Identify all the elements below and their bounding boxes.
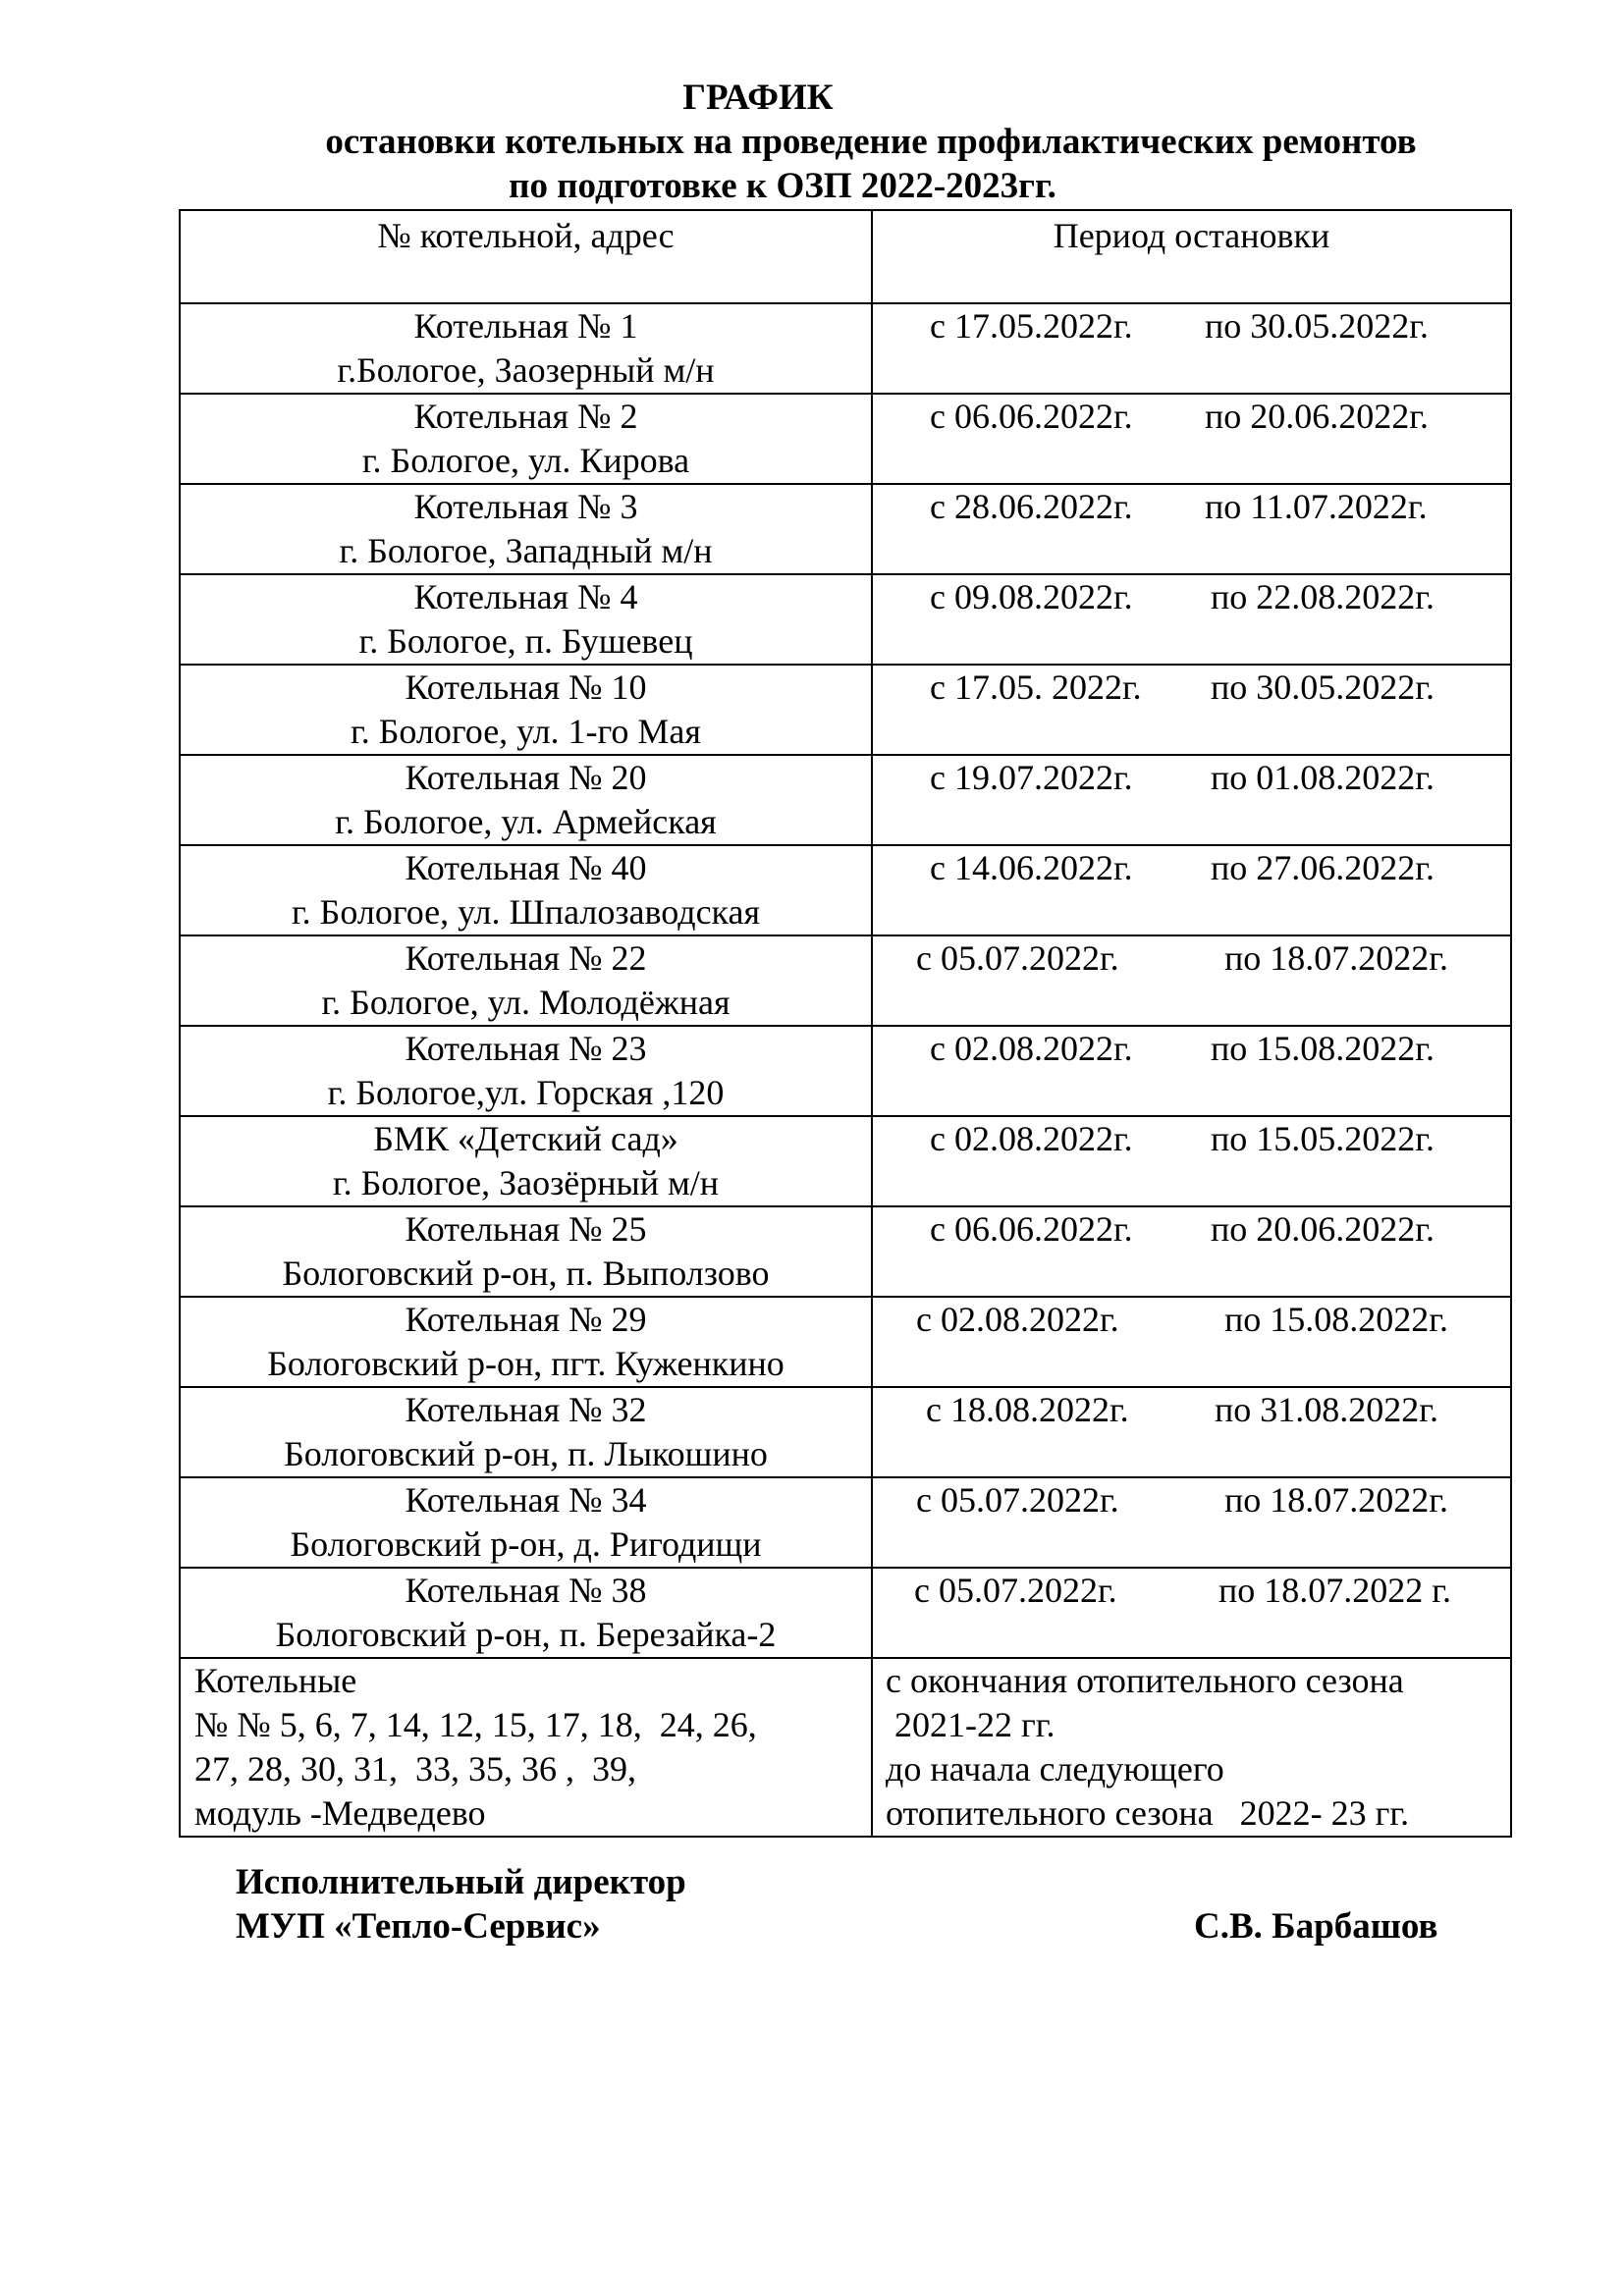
table-row xyxy=(180,935,1511,1026)
period-start: с 05.07.2022г. xyxy=(916,1480,1119,1520)
other-boilers-line: Котельные xyxy=(194,1661,357,1700)
boiler-cell xyxy=(180,1297,872,1387)
other-boilers-period-line: до начала следующего xyxy=(886,1749,1224,1789)
boiler-address: г. Бологое, Западный м/н xyxy=(339,531,713,570)
period-end: по 22.08.2022г. xyxy=(1211,577,1435,616)
boiler-cell xyxy=(180,1387,872,1477)
boiler-name: Котельная № 34 xyxy=(405,1480,647,1520)
period-start: с 06.06.2022г. xyxy=(930,397,1133,436)
other-boilers-period-line: отопительного сезона 2022- 23 гг. xyxy=(886,1793,1410,1833)
period-cell xyxy=(872,1026,1511,1116)
boiler-name: Котельная № 1 xyxy=(413,306,638,346)
table-row xyxy=(180,394,1511,484)
boiler-cell xyxy=(180,1477,872,1568)
boiler-address: г. Бологое, ул. Кирова xyxy=(361,441,690,480)
boiler-name: Котельная № 25 xyxy=(405,1209,647,1249)
period-cell xyxy=(872,935,1511,1026)
table-row xyxy=(180,303,1511,394)
table-row xyxy=(180,1116,1511,1206)
boiler-address: Бологовский р-он, п. Выползово xyxy=(282,1254,770,1293)
period-cell xyxy=(872,303,1511,394)
boiler-cell xyxy=(180,1206,872,1297)
boiler-name: Котельная № 40 xyxy=(405,848,647,887)
boiler-address: г. Бологое, ул. Молодёжная xyxy=(321,983,731,1022)
boiler-address: Бологовский р-он, д. Ригодищи xyxy=(290,1524,762,1564)
period-start: с 09.08.2022г. xyxy=(930,577,1133,616)
boiler-cell xyxy=(180,845,872,935)
boiler-name: БМК «Детский сад» xyxy=(373,1119,678,1158)
boiler-cell xyxy=(180,574,872,665)
boiler-cell xyxy=(180,1026,872,1116)
period-end: по 31.08.2022г. xyxy=(1215,1390,1438,1429)
period-end: по 18.07.2022г. xyxy=(1224,1480,1448,1520)
period-start: с 18.08.2022г. xyxy=(926,1390,1129,1429)
period-start: с 19.07.2022г. xyxy=(930,758,1133,797)
period-start: с 05.07.2022г. xyxy=(914,1571,1117,1610)
table-row xyxy=(180,1206,1511,1297)
boiler-cell xyxy=(180,1568,872,1658)
other-boilers-cell xyxy=(180,1658,872,1837)
period-end: по 15.08.2022г. xyxy=(1211,1029,1435,1068)
period-cell xyxy=(872,755,1511,845)
period-cell xyxy=(872,1206,1511,1297)
signature-name: С.В. Барбашов xyxy=(1194,1906,1438,1947)
period-cell xyxy=(872,1116,1511,1206)
boiler-cell xyxy=(180,665,872,755)
boiler-name: Котельная № 20 xyxy=(405,758,647,797)
period-cell xyxy=(872,484,1511,574)
other-boilers-period-line: 2021-22 гг. xyxy=(886,1705,1056,1744)
period-end: по 27.06.2022г. xyxy=(1211,848,1435,887)
boiler-address: Бологовский р-он, пгт. Куженкино xyxy=(267,1344,785,1383)
other-boilers-period-cell xyxy=(872,1658,1511,1837)
header-boiler-address: № котельной, адрес xyxy=(180,210,872,303)
boiler-address: г. Бологое, ул. Армейская xyxy=(335,802,717,841)
document-subtitle-line-1: остановки котельных на проведение профилактических ремонтов xyxy=(325,122,1417,162)
signature-position: Исполнительный директор xyxy=(236,1862,686,1902)
boiler-name: Котельная № 32 xyxy=(405,1390,647,1429)
document-subtitle-line-2: по подготовке к ОЗП 2022-2023гг. xyxy=(509,166,1056,206)
period-start: с 02.08.2022г. xyxy=(930,1029,1133,1068)
boiler-name: Котельная № 29 xyxy=(405,1300,647,1339)
boiler-cell xyxy=(180,394,872,484)
boiler-name: Котельная № 38 xyxy=(405,1571,647,1610)
period-start: с 06.06.2022г. xyxy=(930,1209,1133,1249)
boiler-name: Котельная № 10 xyxy=(405,667,647,707)
period-end: по 30.05.2022г. xyxy=(1211,667,1435,707)
period-cell xyxy=(872,665,1511,755)
period-start: с 02.08.2022г. xyxy=(916,1300,1119,1339)
period-end: по 30.05.2022г. xyxy=(1205,306,1429,346)
table-row xyxy=(180,484,1511,574)
boiler-address: г.Бологое, Заозерный м/н xyxy=(337,350,715,390)
boiler-cell xyxy=(180,755,872,845)
period-cell xyxy=(872,394,1511,484)
header-period: Период остановки xyxy=(872,210,1511,303)
boiler-address: Бологовский р-он, п. Березайка-2 xyxy=(275,1615,777,1654)
table-row xyxy=(180,665,1511,755)
boiler-address: Бологовский р-он, п. Лыкошино xyxy=(284,1434,768,1473)
other-boilers-line: № № 5, 6, 7, 14, 12, 15, 17, 18, 24, 26, xyxy=(194,1705,757,1744)
boiler-name: Котельная № 22 xyxy=(405,938,647,978)
table-row xyxy=(180,1387,1511,1477)
table-row xyxy=(180,1568,1511,1658)
boiler-cell xyxy=(180,484,872,574)
boiler-name: Котельная № 4 xyxy=(413,577,638,616)
table-row xyxy=(180,845,1511,935)
period-start: с 02.08.2022г. xyxy=(930,1119,1133,1158)
period-start: с 28.06.2022г. xyxy=(930,487,1133,526)
period-end: по 20.06.2022г. xyxy=(1205,397,1429,436)
signature-organization: МУП «Тепло-Сервис» xyxy=(236,1906,601,1947)
period-end: по 11.07.2022г. xyxy=(1205,487,1428,526)
period-cell xyxy=(872,1477,1511,1568)
boiler-address: г. Бологое, ул. Шпалозаводская xyxy=(291,892,761,932)
document-title: ГРАФИК xyxy=(682,78,834,118)
table-row xyxy=(180,574,1511,665)
period-start: с 05.07.2022г. xyxy=(916,938,1119,978)
other-boilers-line: 27, 28, 30, 31, 33, 35, 36 , 39, xyxy=(194,1749,636,1789)
table-row-other-boilers xyxy=(180,1658,1511,1837)
table-row xyxy=(180,1477,1511,1568)
period-end: по 18.07.2022г. xyxy=(1224,938,1448,978)
period-cell xyxy=(872,574,1511,665)
period-cell xyxy=(872,1297,1511,1387)
period-end: по 15.05.2022г. xyxy=(1211,1119,1435,1158)
boiler-cell xyxy=(180,935,872,1026)
period-end: по 18.07.2022 г. xyxy=(1218,1571,1451,1610)
boiler-address: г. Бологое, Заозёрный м/н xyxy=(332,1163,720,1202)
period-cell xyxy=(872,1387,1511,1477)
table-header-row xyxy=(180,210,1511,303)
table-row xyxy=(180,755,1511,845)
boiler-cell xyxy=(180,1116,872,1206)
table-row xyxy=(180,1297,1511,1387)
schedule-table xyxy=(179,209,1512,1838)
boiler-name: Котельная № 23 xyxy=(405,1029,647,1068)
boiler-address: г. Бологое, ул. 1-го Мая xyxy=(351,712,701,751)
other-boilers-period-line: с окончания отопительного сезона xyxy=(886,1661,1404,1700)
period-cell xyxy=(872,845,1511,935)
period-end: по 01.08.2022г. xyxy=(1211,758,1435,797)
boiler-name: Котельная № 2 xyxy=(413,397,638,436)
period-cell xyxy=(872,1568,1511,1658)
period-start: с 17.05.2022г. xyxy=(930,306,1133,346)
period-end: по 20.06.2022г. xyxy=(1211,1209,1435,1249)
table-row xyxy=(180,1026,1511,1116)
period-start: с 17.05. 2022г. xyxy=(930,667,1142,707)
period-start: с 14.06.2022г. xyxy=(930,848,1133,887)
boiler-name: Котельная № 3 xyxy=(413,487,638,526)
period-end: по 15.08.2022г. xyxy=(1224,1300,1448,1339)
boiler-address: г. Бологое,ул. Горская ,120 xyxy=(327,1073,725,1112)
other-boilers-line: модуль -Медведево xyxy=(194,1793,486,1833)
boiler-address: г. Бологое, п. Бушевец xyxy=(358,621,693,661)
boiler-cell xyxy=(180,303,872,394)
